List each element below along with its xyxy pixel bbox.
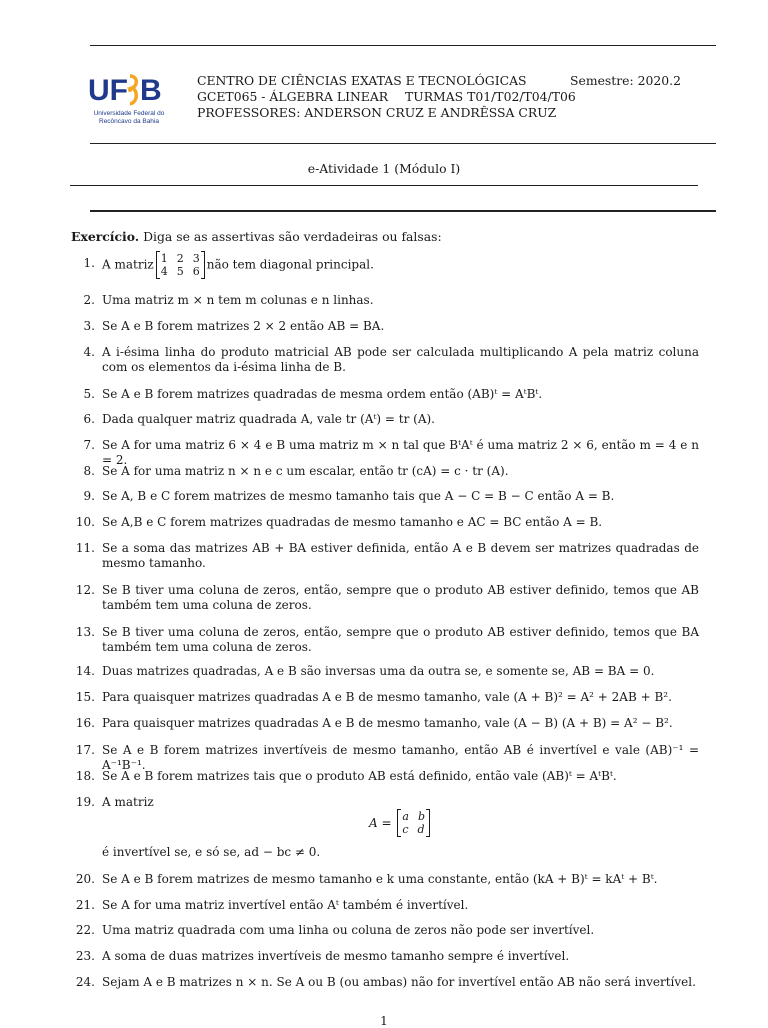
item-number: 7. [83,438,95,452]
matrix-cell: c [402,823,409,836]
matrix-row [402,810,425,823]
header-semester: Semestre: 2020.2 [570,73,681,88]
matrix-cell: 3 [192,252,200,265]
item-number: 14. [75,664,95,678]
item-19-eq-lhs: A = [369,816,392,830]
item-number: 13. [75,625,95,639]
logo-subtitle-line2: Recôncavo da Bahia [99,117,159,125]
item-19-matrix [397,809,430,837]
item-text: Se A for uma matriz invertível então Aᵗ também é invertível. [102,898,469,912]
item-text: Para quaisquer matrizes quadradas A e B de mesmo tamanho, vale (A − B) (A + B) = A² − B². [102,716,673,730]
item-19-text: A matriz [102,795,154,809]
item-text: Se A, B e C forem matrizes de mesmo tamanho tais que A − C = B − C então A = B. [102,489,615,503]
svg-text:B: B [140,74,162,107]
header-classes: TURMAS T01/T02/T04/T06 [405,89,576,104]
svg-text:UF: UF [88,74,128,107]
university-logo [84,70,174,126]
item-number: 22. [75,923,95,937]
matrix-row [161,265,200,278]
matrix-cell: a [402,810,409,823]
item-text: Para quaisquer matrizes quadradas A e B de mesmo tamanho, vale (A + B)² = A² + 2AB + B². [102,690,672,704]
item-text: Se A for uma matriz 6 × 4 e B uma matriz m × n tal que BᵗAᵗ é uma matriz 2 × 6, então m = 4 e n = 2. [102,438,699,467]
matrix-cell: 6 [192,265,200,278]
top-rule [90,45,716,46]
matrix-cell: b [417,810,425,823]
item-19-condition: é invertível se, e só se, ad − bc ≠ 0. [102,845,321,859]
matrix-cell: d [417,823,425,836]
item-number: 1. [83,256,95,270]
item-1-matrix [156,251,205,279]
item-text [102,251,699,279]
item-text: Se A e B forem matrizes de mesmo tamanho e k uma constante, então (kA + B)ᵗ = kAᵗ + Bᵗ. [102,872,658,886]
item-text: A soma de duas matrizes invertíveis de mesmo tamanho sempre é invertível. [102,949,570,963]
item-text: Dada qualquer matriz quadrada A, vale tr (Aᵗ) = tr (A). [102,412,435,426]
item-number: 20. [75,872,95,886]
matrix-cell: 1 [160,252,168,265]
matrix-row [402,823,425,836]
header-professors: PROFESSORES: ANDERSON CRUZ E ANDRÊSSA CRUZ [197,105,557,120]
item-number: 17. [75,743,95,757]
item-text: Se B tiver uma coluna de zeros, então, sempre que o produto AB estiver definido, temos que AB também tem uma coluna de zeros. [102,583,699,612]
item-number: 10. [75,515,95,529]
section-rule [90,210,716,212]
item-number: 18. [75,769,95,783]
item-number: 8. [83,464,95,478]
item-number: 3. [83,319,95,333]
item-text: Se A,B e C forem matrizes quadradas de mesmo tamanho e AC = BC então A = B. [102,515,603,529]
item-text: Se A e B forem matrizes tais que o produto AB está definido, então vale (AB)ᵗ = AᵗBᵗ. [102,769,617,783]
item-number: 19. [75,795,95,809]
item-text: Uma matriz m × n tem m colunas e n linhas. [102,293,374,307]
item-number: 2. [83,293,95,307]
item-number: 21. [75,898,95,912]
matrix-cell: 4 [160,265,168,278]
item-number: 15. [75,690,95,704]
item-number: 11. [75,541,95,555]
header-bottom-rule [90,143,716,144]
item-text: Se A e B forem matrizes invertíveis de mesmo tamanho, então AB é invertível e vale (AB)⁻¹ = A⁻¹B⁻¹. [102,743,699,772]
item-number: 9. [83,489,95,503]
exercise-instruction: Diga se as assertivas são verdadeiras ou falsas: [143,229,442,244]
page-number: 1 [380,1014,388,1028]
matrix-row [161,252,200,265]
item-number: 16. [75,716,95,730]
header-center-name: CENTRO DE CIÊNCIAS EXATAS E TECNOLÓGICAS [197,73,527,88]
logo-subtitle [84,110,174,125]
item-19-equation [369,809,432,837]
item-number: 6. [83,412,95,426]
exercise-intro [71,229,442,244]
item-text: Duas matrizes quadradas, A e B são inversas uma da outra se, e somente se, AB = BA = 0. [102,664,655,678]
item-text: Sejam A e B matrizes n × n. Se A ou B (ou ambas) não for invertível então AB não será invertível. [102,975,696,989]
item-text: Se A for uma matriz n × n e c um escalar, então tr (cA) = c · tr (A). [102,464,509,478]
item-number: 4. [83,345,95,359]
item-text: Uma matriz quadrada com uma linha ou coluna de zeros não pode ser invertível. [102,923,595,937]
item-text: Se A e B forem matrizes 2 × 2 então AB = BA. [102,319,385,333]
item-text: A i-ésima linha do produto matricial AB pode ser calculada multiplicando A pela matriz coluna com os elementos da i-ésima linha de B. [102,345,699,374]
item-text: Se B tiver uma coluna de zeros, então, sempre que o produto AB estiver definido, temos que BA também tem uma coluna de zeros. [102,625,699,654]
item-text: Se a soma das matrizes AB + BA estiver definida, então A e B devem ser matrizes quadradas de mesmo tamanho. [102,541,699,570]
logo-subtitle-line1: Universidade Federal do [93,110,165,117]
title-bottom-rule [70,185,698,186]
ufrb-logo-icon [84,70,174,110]
item-1-suffix: não tem diagonal principal. [206,257,374,272]
exercise-label: Exercício. [71,229,140,244]
item-number: 24. [75,975,95,989]
item-number: 5. [83,387,95,401]
page-title: e-Atividade 1 (Módulo I) [307,161,461,176]
matrix-cell: 2 [176,252,184,265]
header-course: GCET065 - ÁLGEBRA LINEAR [197,89,389,104]
item-text: Se A e B forem matrizes quadradas de mesma ordem então (AB)ᵗ = AᵗBᵗ. [102,387,543,401]
item-text [102,795,699,859]
item-number: 23. [75,949,95,963]
item-number: 12. [75,583,95,597]
item-1-prefix: A matriz [102,257,154,272]
matrix-cell: 5 [176,265,184,278]
